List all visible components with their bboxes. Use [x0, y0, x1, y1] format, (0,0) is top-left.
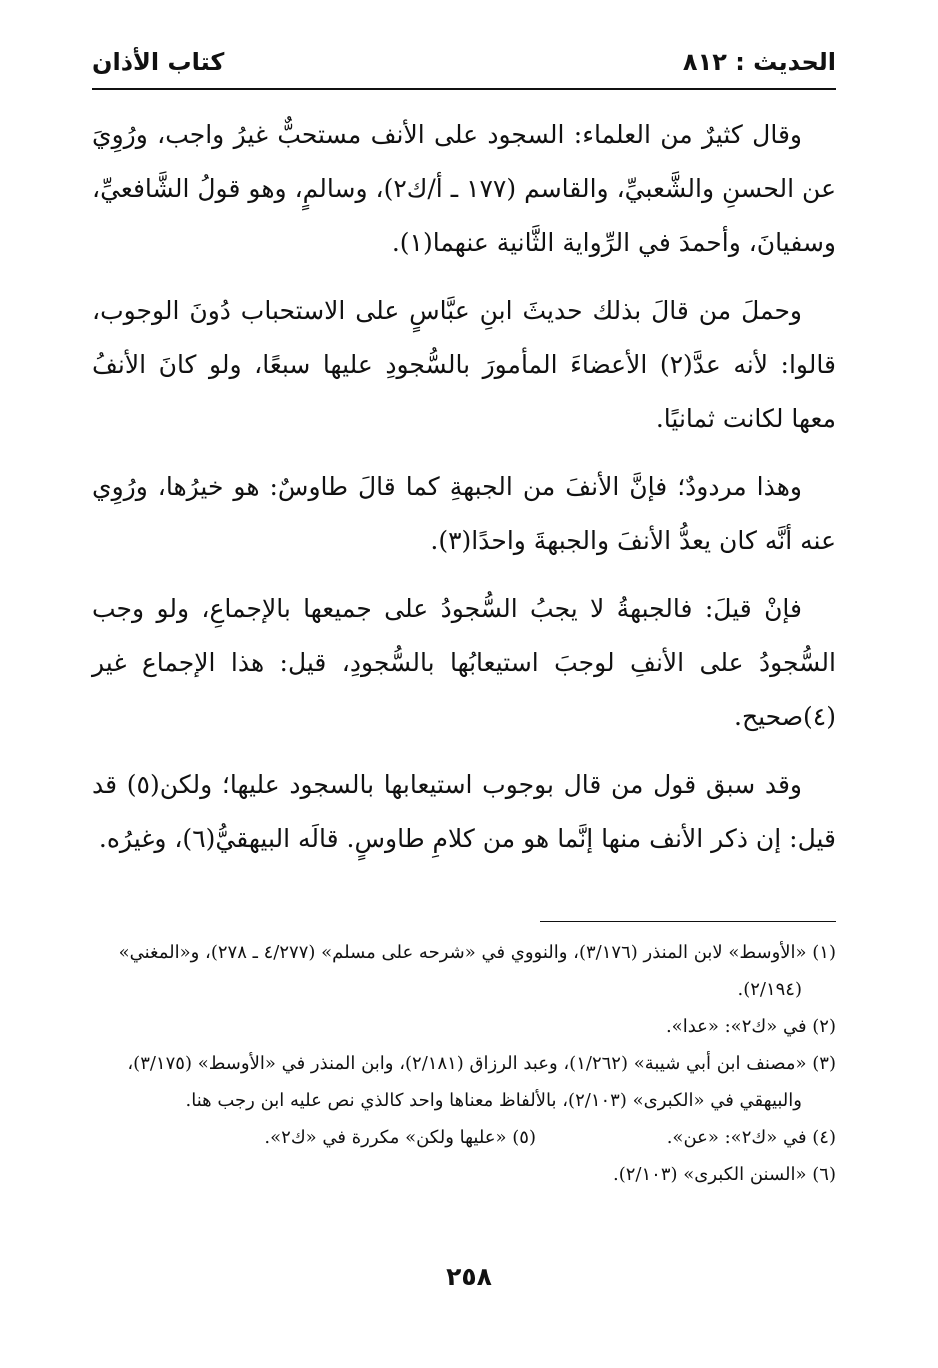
hadith-number-label: الحديث : ٨١٢ [682, 48, 836, 76]
footnote: (٢) في «ك٢»: «عدا». [665, 1016, 836, 1037]
footnote: (٣) «مصنف ابن أبي شيبة» (١/٢٦٢)، وعبد الرزاق (٢/١٨١)، وابن المنذر في «الأوسط» (٣/١٧٥)، والبيهقي في «الكبرى» (٢/١٠٣)، بالألفاظ معناها واحد كالذي نص عليه ابن رجب هنا. [127, 1053, 836, 1111]
book-title: كتاب الأذان [92, 48, 225, 76]
page-number: ٢٥٨ [446, 1262, 492, 1291]
footnote-separator [540, 921, 836, 922]
footnote-row [92, 1119, 836, 1156]
footnote: (٥) «عليها ولكن» مكررة في «ك٢». [264, 1127, 536, 1148]
footnote: (١) «الأوسط» لابن المنذر (٣/١٧٦)، والنووي في «شرحه على مسلم» (٤/٢٧٧ ـ ٢٧٨)، و«المغني» (٢/١٩٤). [118, 942, 836, 1000]
footnote: (٤) في «ك٢»: «عن». [666, 1127, 836, 1148]
paragraph: وقد سبق قول من قال بوجوب استيعابها بالسجود عليها؛ ولكن(٥) قد قيل: إن ذكر الأنف منها إنَّما هو من كلامِ طاوسٍ. قالَه البيهقيُّ(٦)، وغيرُه. [92, 770, 836, 853]
footnote: (٦) «السنن الكبرى» (٢/١٠٣). [613, 1164, 836, 1185]
main-text [92, 108, 836, 880]
running-header [92, 44, 836, 90]
paragraph: وحملَ من قالَ بذلك حديثَ ابنِ عبَّاسٍ على الاستحباب دُونَ الوجوب، قالوا: لأنه عدَّ(٢) الأعضاءَ المأمورَ بالسُّجودِ عليها سبعًا، ولو كانَ الأنفُ معها لكانت ثمانيًا. [92, 296, 836, 433]
paragraph: فإنْ قيلَ: فالجبهةُ لا يجبُ السُّجودُ على جميعها بالإجماعِ، ولو وجب السُّجودُ على الأنفِ لوجبَ استيعابُها بالسُّجودِ، قيل: هذا الإجماع غير (٤)صحيح. [92, 594, 836, 731]
footnotes [92, 934, 836, 1193]
paragraph: وقال كثيرٌ من العلماء: السجود على الأنف مستحبٌّ غيرُ واجب، ورُوِيَ عن الحسنِ والشَّعبيِّ، والقاسم (١٧٧ ـ أ/ك٢)، وسالمٍ، وهو قولُ الشَّافعيِّ، وسفيانَ، وأحمدَ في الرِّواية الثَّانية عنهما(١). [92, 120, 836, 257]
paragraph: وهذا مردودٌ؛ فإنَّ الأنفَ من الجبهةِ كما قالَ طاوسٌ: هو خيرُها، ورُوِي عنه أنَّه كان يعدُّ الأنفَ والجبهةَ واحدًا(٣). [92, 472, 836, 555]
